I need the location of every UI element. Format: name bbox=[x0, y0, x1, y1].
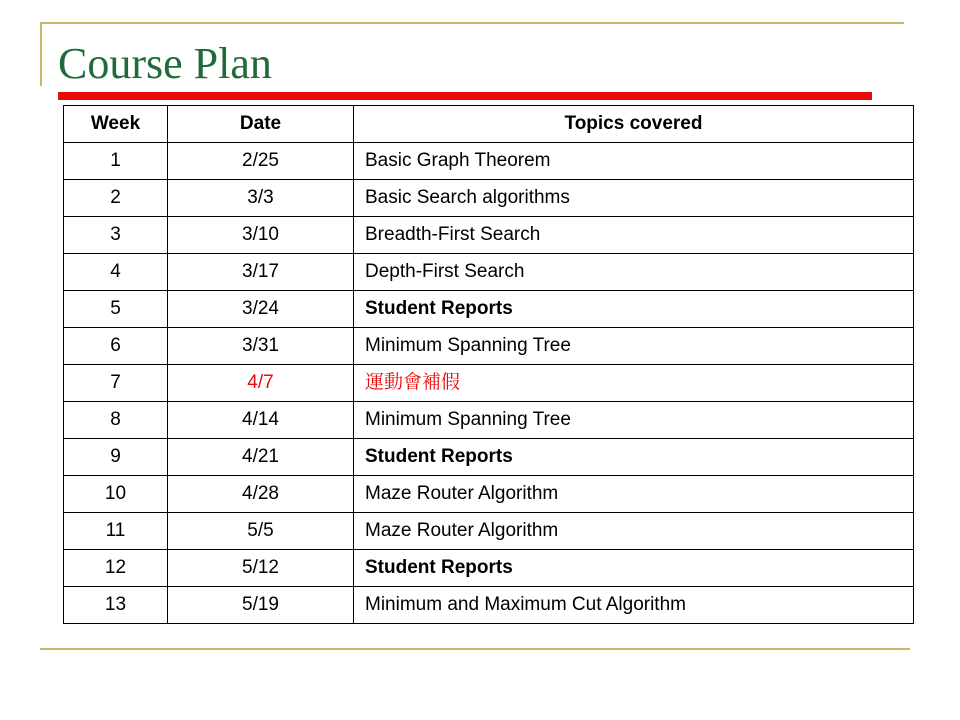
topic-cell: Basic Search algorithms bbox=[354, 180, 914, 217]
week-cell: 5 bbox=[64, 291, 168, 328]
date-cell: 5/19 bbox=[168, 587, 354, 624]
week-cell: 9 bbox=[64, 439, 168, 476]
table-row bbox=[64, 550, 914, 587]
date-cell: 3/3 bbox=[168, 180, 354, 217]
table-row bbox=[64, 143, 914, 180]
date-cell: 4/28 bbox=[168, 476, 354, 513]
table-row bbox=[64, 328, 914, 365]
topic-cell: 運動會補假 bbox=[354, 365, 914, 402]
week-cell: 6 bbox=[64, 328, 168, 365]
title-accent-bar bbox=[58, 92, 872, 100]
table-row bbox=[64, 476, 914, 513]
week-cell: 3 bbox=[64, 217, 168, 254]
frame-top-line bbox=[40, 22, 904, 24]
date-cell: 3/31 bbox=[168, 328, 354, 365]
table-row bbox=[64, 402, 914, 439]
table-header-row bbox=[64, 106, 914, 143]
date-cell: 3/17 bbox=[168, 254, 354, 291]
table-row bbox=[64, 291, 914, 328]
week-cell: 4 bbox=[64, 254, 168, 291]
week-cell: 7 bbox=[64, 365, 168, 402]
table-row bbox=[64, 217, 914, 254]
topic-cell: Minimum Spanning Tree bbox=[354, 328, 914, 365]
date-cell: 4/7 bbox=[168, 365, 354, 402]
frame-left-line bbox=[40, 22, 42, 86]
week-cell: 11 bbox=[64, 513, 168, 550]
header-topic: Topics covered bbox=[354, 106, 914, 143]
table-row bbox=[64, 439, 914, 476]
table-row bbox=[64, 180, 914, 217]
topic-cell: Breadth-First Search bbox=[354, 217, 914, 254]
topic-cell: Basic Graph Theorem bbox=[354, 143, 914, 180]
date-cell: 4/14 bbox=[168, 402, 354, 439]
date-cell: 3/24 bbox=[168, 291, 354, 328]
table-row bbox=[64, 254, 914, 291]
topic-cell: Student Reports bbox=[354, 550, 914, 587]
week-cell: 12 bbox=[64, 550, 168, 587]
topic-cell: Depth-First Search bbox=[354, 254, 914, 291]
week-cell: 13 bbox=[64, 587, 168, 624]
table-body bbox=[64, 143, 914, 624]
topic-cell: Minimum and Maximum Cut Algorithm bbox=[354, 587, 914, 624]
date-cell: 4/21 bbox=[168, 439, 354, 476]
week-cell: 10 bbox=[64, 476, 168, 513]
frame-bottom-line bbox=[40, 648, 910, 650]
date-cell: 5/12 bbox=[168, 550, 354, 587]
table-row bbox=[64, 587, 914, 624]
topic-cell: Maze Router Algorithm bbox=[354, 476, 914, 513]
date-cell: 2/25 bbox=[168, 143, 354, 180]
header-week: Week bbox=[64, 106, 168, 143]
table-row bbox=[64, 365, 914, 402]
topic-cell: Maze Router Algorithm bbox=[354, 513, 914, 550]
table-row bbox=[64, 513, 914, 550]
date-cell: 5/5 bbox=[168, 513, 354, 550]
week-cell: 1 bbox=[64, 143, 168, 180]
slide-title: Course Plan bbox=[58, 39, 272, 88]
date-cell: 3/10 bbox=[168, 217, 354, 254]
course-schedule-table bbox=[63, 105, 914, 624]
topic-cell: Student Reports bbox=[354, 439, 914, 476]
week-cell: 8 bbox=[64, 402, 168, 439]
header-date: Date bbox=[168, 106, 354, 143]
topic-cell: Student Reports bbox=[354, 291, 914, 328]
week-cell: 2 bbox=[64, 180, 168, 217]
topic-cell: Minimum Spanning Tree bbox=[354, 402, 914, 439]
